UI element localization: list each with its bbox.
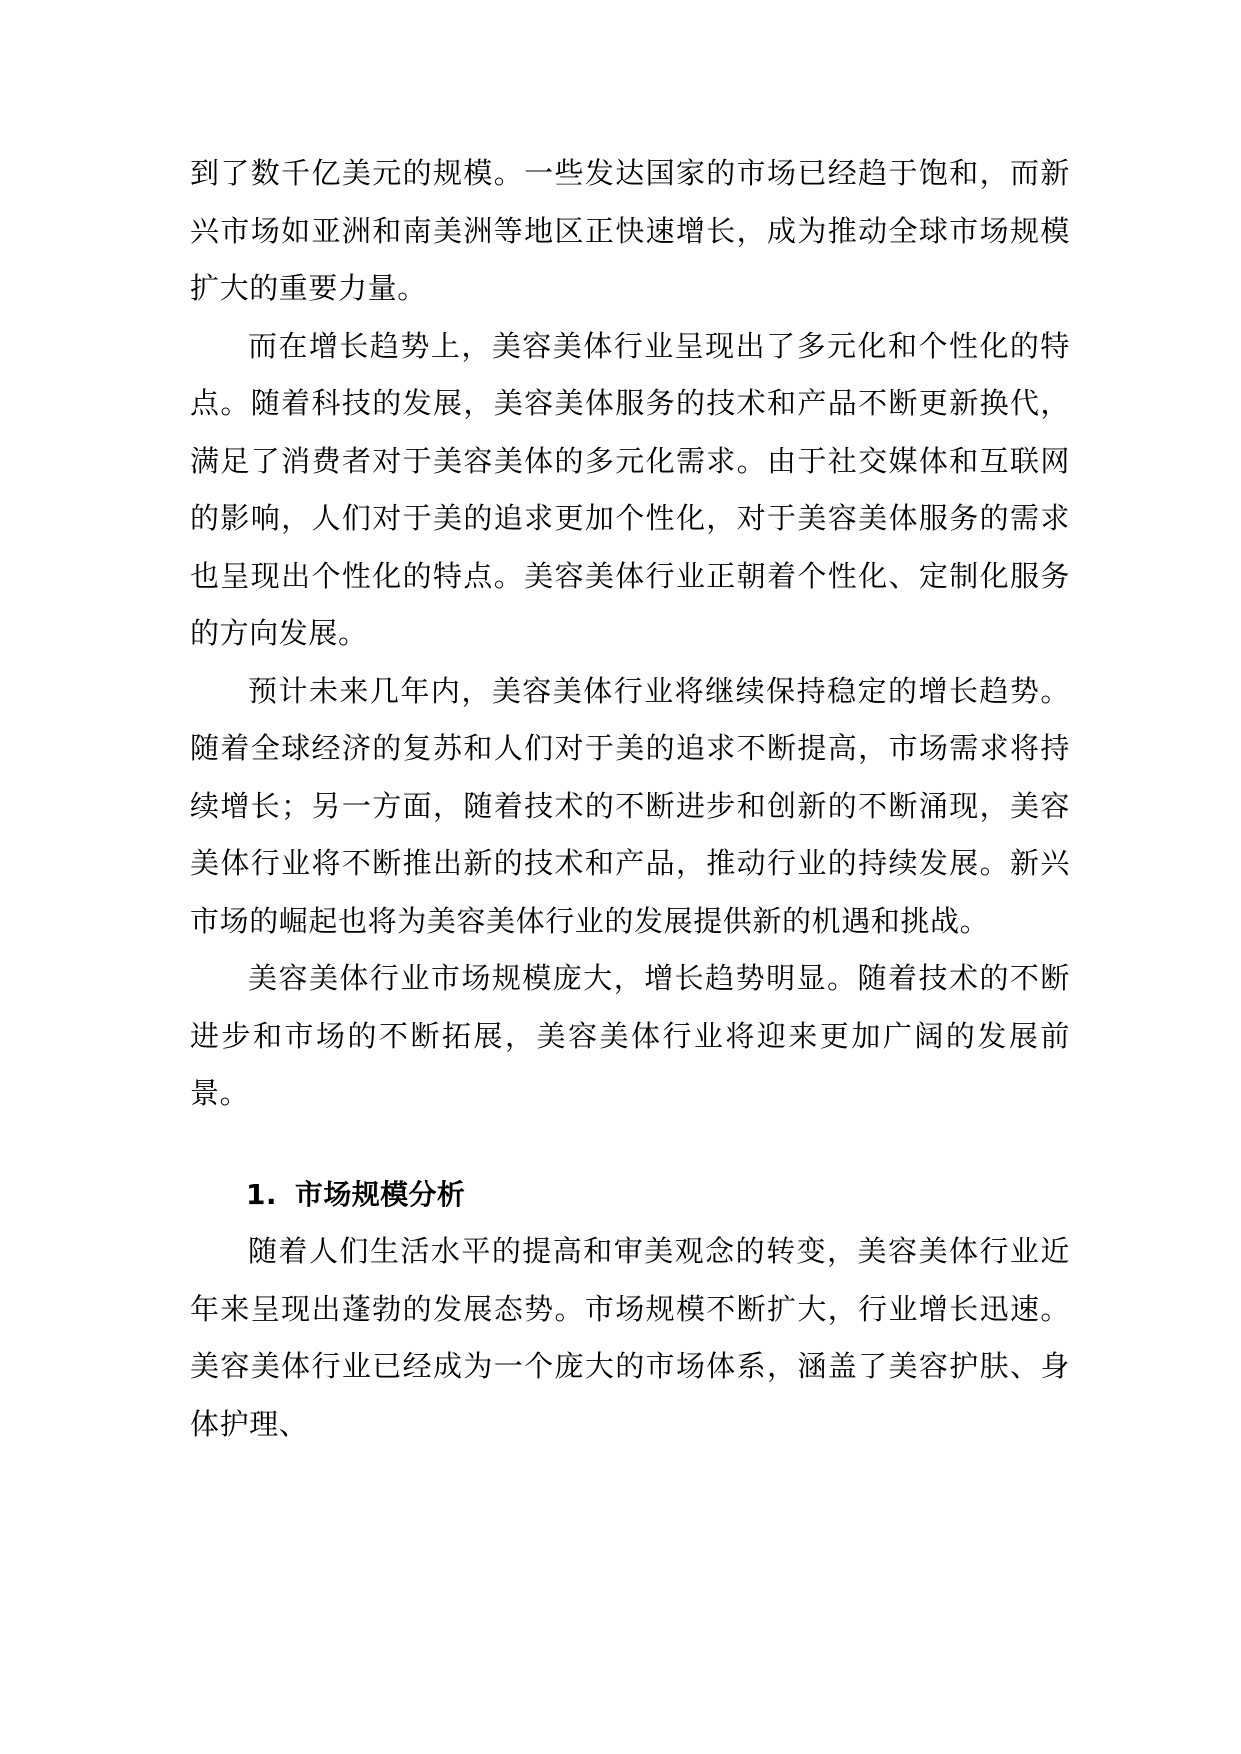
- paragraph-market-size-intro: 到了数千亿美元的规模。一些发达国家的市场已经趋于饱和，而新兴市场如亚洲和南美洲等地区正快速增长，成为推动全球市场规模扩大的重要力量。: [190, 156, 1070, 305]
- section-heading: [190, 1166, 1070, 1224]
- document-body: [190, 145, 1070, 1453]
- paragraph-section-intro: 随着人们生活水平的提高和审美观念的转变，美容美体行业近年来呈现出蓬勃的发展态势。市场规模不断扩大，行业增长迅速。美容美体行业已经成为一个庞大的市场体系，涵盖了美容护肤、身体护理、: [190, 1234, 1070, 1441]
- section-number: 1.: [246, 1177, 277, 1211]
- paragraph-summary: 美容美体行业市场规模庞大，增长趋势明显。随着技术的不断进步和市场的不断拓展，美容美体行业将迎来更加广阔的发展前景。: [190, 961, 1070, 1110]
- section-title: 市场规模分析: [294, 1177, 466, 1211]
- paragraph-forecast: 预计未来几年内，美容美体行业将继续保持稳定的增长趋势。随着全球经济的复苏和人们对于美的追求不断提高，市场需求将持续增长；另一方面，随着技术的不断进步和创新的不断涌现，美容美体行业将不断推出新的技术和产品，推动行业的持续发展。新兴市场的崛起也将为美容美体行业的发展提供新的机遇和挑战。: [190, 673, 1070, 938]
- paragraph-growth-trend: 而在增长趋势上，美容美体行业呈现出了多元化和个性化的特点。随着科技的发展，美容美体服务的技术和产品不断更新换代，满足了消费者对于美容美体的多元化需求。由于社交媒体和互联网的影响，人们对于美的追求更加个性化，对于美容美体服务的需求也呈现出个性化的特点。美容美体行业正朝着个性化、定制化服务的方向发展。: [190, 328, 1070, 650]
